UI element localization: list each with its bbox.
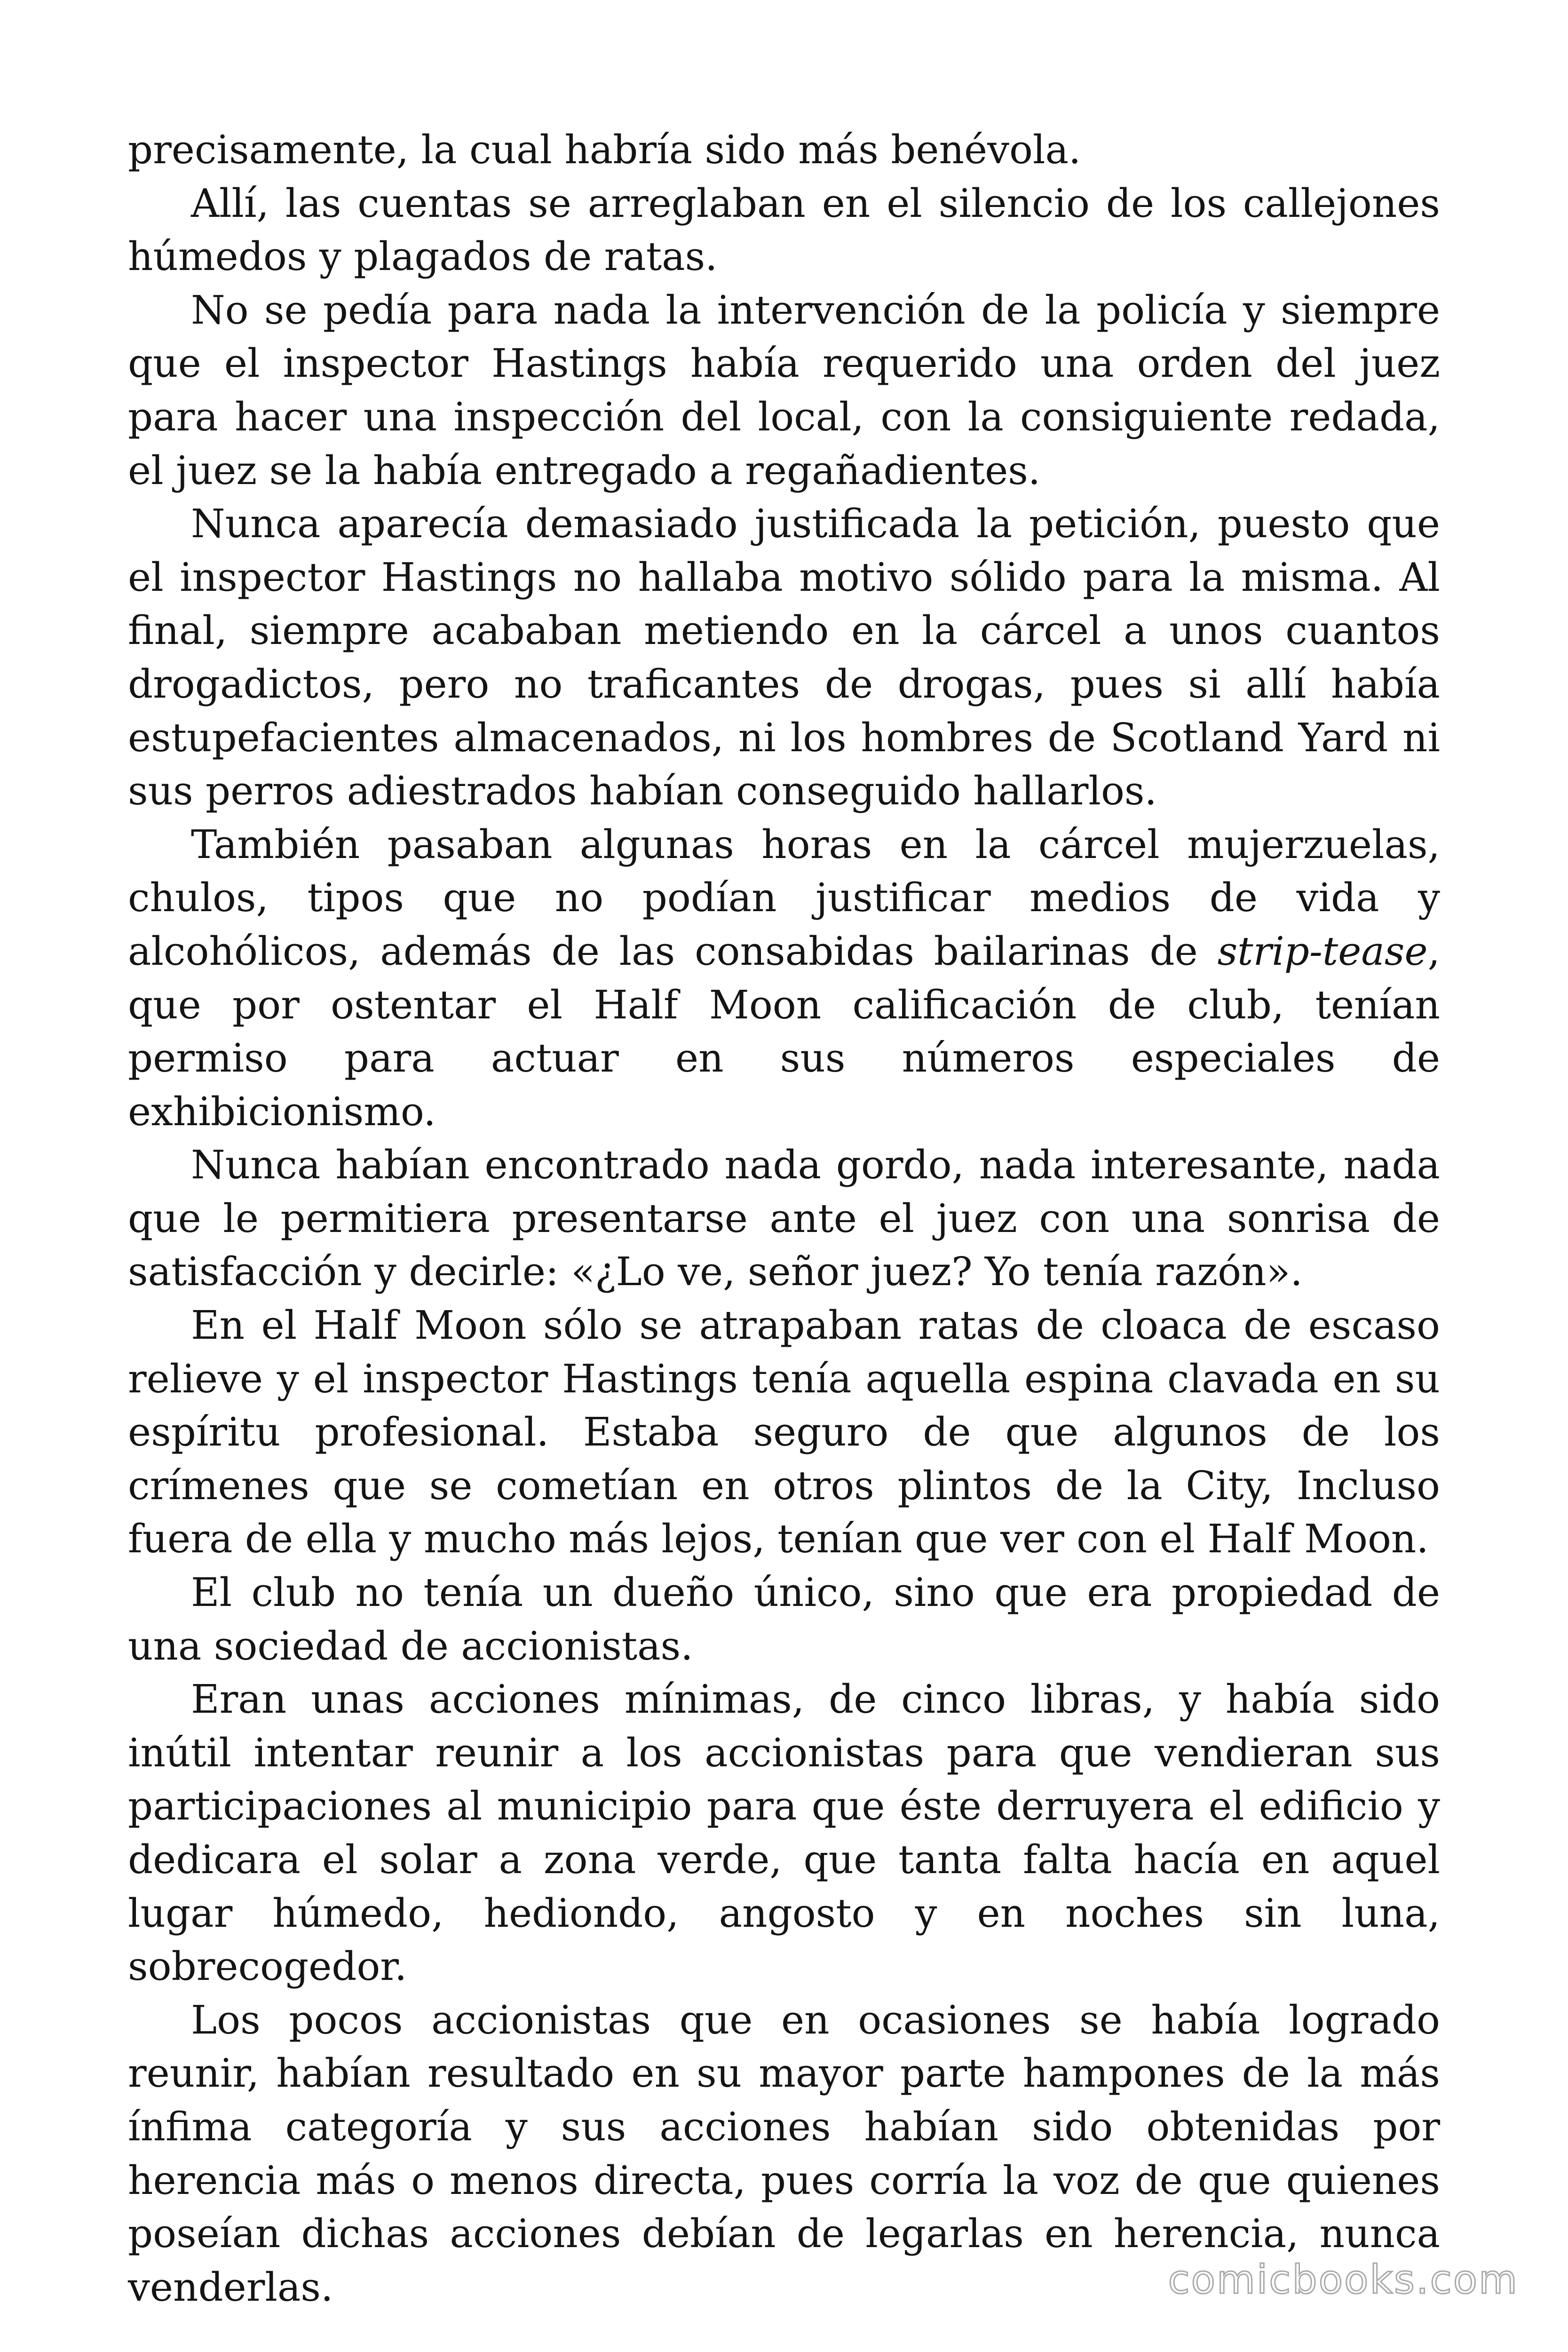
italic-term: strip-tease [1217,928,1428,974]
paragraph-7: En el Half Moon sólo se atrapaban ratas de cloaca de escaso relieve y el inspector Hastings tenía aquella espina clavada en su espíritu profesional. Estaba seguro de que algunos de los crímenes que se cometían en otros plintos de la City, Incluso fuera de ella y mucho más lejos, tenían que ver con el Half Moon. [128,1303,1440,1562]
paragraph-8: El club no tenía un dueño único, sino que era propiedad de una sociedad de accionistas. [128,1570,1440,1669]
paragraph-2: Allí, las cuentas se arreglaban en el silencio de los callejones húmedos y plagados de ratas. [128,180,1440,280]
paragraph-3: No se pedía para nada la intervención de la policía y siempre que el inspector Hastings había requerido una orden del juez para hacer una inspección del local, con la consiguiente redada, el juez se la había entregado a regañadientes. [128,287,1440,493]
watermark: comicbooks.com [1168,2257,1519,2303]
paragraph-6: Nunca habían encontrado nada gordo, nada interesante, nada que le permitiera presentarse ante el juez con una sonrisa de satisfacción y decirle: «¿Lo ve, señor juez? Yo tenía razón». [128,1142,1440,1295]
paragraph-1: precisamente, la cual habría sido más benévola. [128,127,1081,173]
paragraph-5-end: , que por ostentar el Half Moon calificación de club, tenían permiso para actuar en sus números especiales de exhibicionismo. [128,928,1440,1135]
paragraph-10: Los pocos accionistas que en ocasiones se había logrado reunir, habían resultado en su mayor parte hampones de la más ínfima categoría y sus acciones habían sido obtenidas por herencia más o menos directa, pues corría la voz de que quienes poseían dichas acciones debían de legarlas en herencia, nunca venderlas. [128,1997,1440,2310]
paragraph-4: Nunca aparecía demasiado justificada la petición, puesto que el inspector Hastings no hallaba motivo sólido para la misma. Al final, siempre acababan metiendo en la cárcel a unos cuantos drogadictos, pero no traficantes de drogas, pues si allí había estupefacientes almacenados, ni los hombres de Scotland Yard ni sus perros adiestrados habían conseguido hallarlos. [128,501,1440,814]
body-text [128,123,1440,2314]
paragraph-5-start: También pasaban algunas horas en la cárcel mujerzuelas, chulos, tipos que no podían justificar medios de vida y alcohólicos, además de las consabidas bailarinas de [128,821,1440,974]
paragraph-9: Eran unas acciones mínimas, de cinco libras, y había sido inútil intentar reunir a los accionistas para que vendieran sus participaciones al municipio para que éste derruyera el edificio y dedicara el solar a zona verde, que tanta falta hacía en aquel lugar húmedo, hediondo, angosto y en noches sin luna, sobrecogedor. [128,1677,1440,1990]
paragraph-5 [128,818,1440,1139]
